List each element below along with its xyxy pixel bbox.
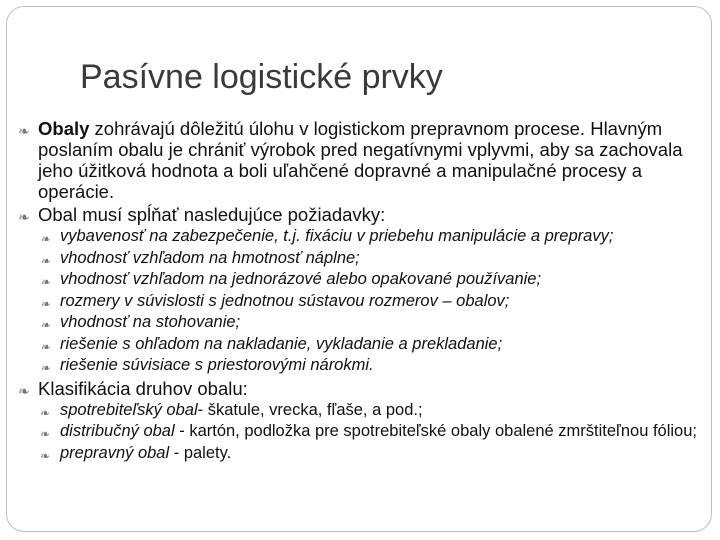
slide-title: Pasívne logistické prvky — [80, 58, 443, 96]
bullet-icon: ❧ — [40, 253, 51, 268]
list-item: ❧ spotrebiteľský obal- škatule, vrecka, fľaše, a pod.; — [14, 401, 714, 420]
klasifikacia-text: Klasifikácia druhov obalu: — [38, 377, 248, 399]
list-item: ❧ vhodnosť na stohovanie; — [14, 313, 714, 332]
poziadavky-text: Obal musí spĺňať nasledujúce požiadavky: — [38, 204, 386, 225]
list-item: ❧ riešenie s ohľadom na nakladanie, vykladanie a prekladanie; — [14, 335, 714, 354]
klasifikacia-list — [14, 401, 714, 463]
bullet-icon: ❧ — [40, 232, 51, 246]
bullet-icon: ❧ — [18, 382, 30, 399]
bullet-icon: ❧ — [40, 296, 51, 311]
slide-content — [14, 118, 714, 465]
bullet-icon: ❧ — [18, 209, 30, 225]
bullet-icon: ❧ — [40, 318, 51, 332]
list-item: ❧ distribučný obal - kartón, podložka pre spotrebiteľské obaly obalené zmrštiteľnou fóliou; — [14, 422, 714, 441]
list-item: ❧ vhodnosť vzhľadom na hmotnosť náplne; — [14, 249, 714, 268]
bullet-icon: ❧ — [40, 405, 51, 420]
list-item: ❧ prepravný obal - palety. — [14, 444, 714, 463]
bullet-icon: ❧ — [18, 123, 30, 139]
bullet-icon: ❧ — [40, 361, 51, 375]
list-item: ❧ riešenie súvisiace s priestorovými nárokmi. — [14, 356, 714, 375]
bullet-icon: ❧ — [40, 448, 51, 463]
bullet-poziadavky — [14, 204, 714, 225]
bullet-icon: ❧ — [40, 339, 51, 354]
bullet-icon: ❧ — [40, 427, 51, 441]
bullet-klasifikacia — [14, 378, 714, 399]
poziadavky-list — [14, 227, 714, 375]
obaly-text: zohrávajú dôležitú úlohu v logistickom prepravnom procese. Hlavným poslaním obalu je chrániť výrobok pred negatívnymi vplyvmi, aby sa zachovala jeho úžitková hodnota a boli uľahčené dopravné a manipulačné procesy a operácie. — [38, 118, 683, 202]
bullet-icon: ❧ — [40, 275, 51, 289]
bullet-obaly — [14, 118, 714, 202]
obaly-bold: Obaly — [38, 118, 90, 139]
list-item: ❧ rozmery v súvislosti s jednotnou sústavou rozmerov – obalov; — [14, 292, 714, 311]
list-item: ❧ vhodnosť vzhľadom na jednorázové alebo opakované používanie; — [14, 270, 714, 289]
list-item: ❧ vybavenosť na zabezpečenie, t.j. fixáciu v priebehu manipulácie a prepravy; — [14, 227, 714, 246]
